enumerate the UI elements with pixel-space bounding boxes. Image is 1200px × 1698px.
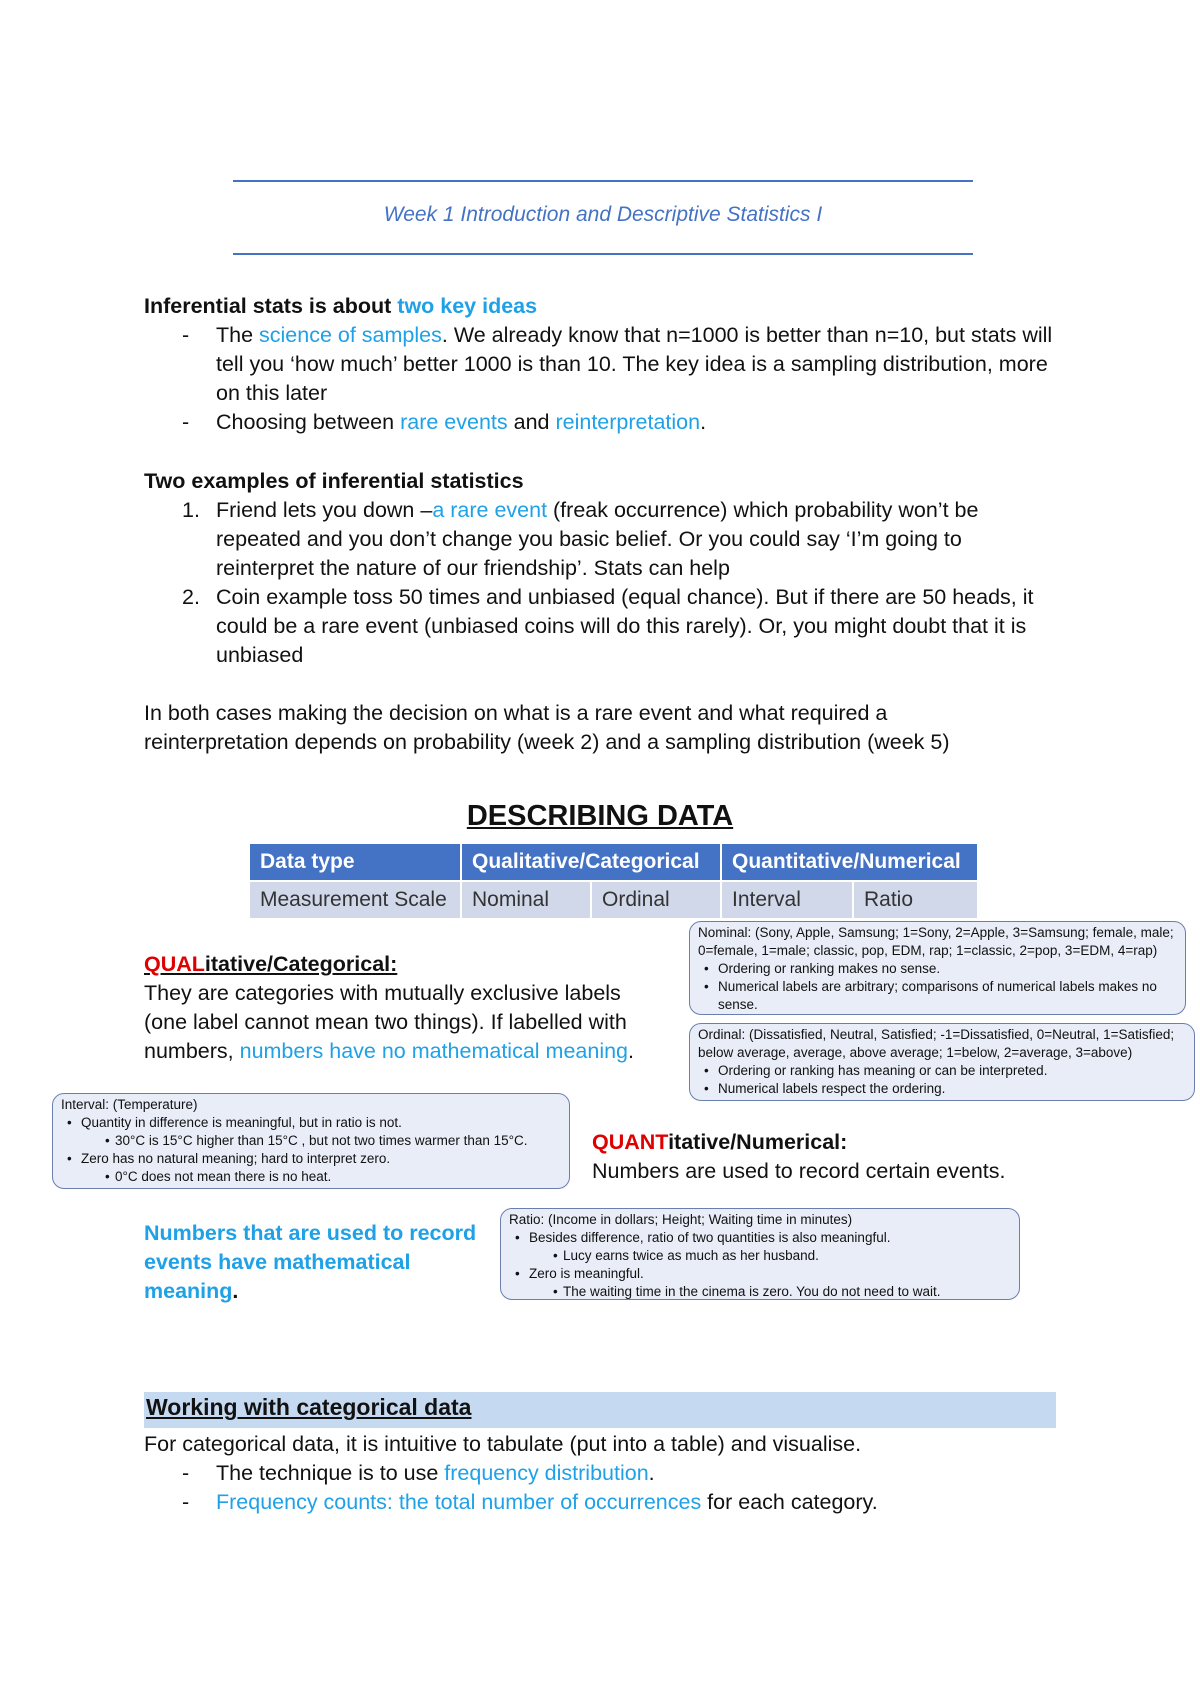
list-item: • Ordering or ranking has meaning or can be interpreted. — [698, 1062, 1186, 1080]
examples-heading: Two examples of inferential statistics — [144, 469, 524, 493]
rare-event-highlight: a rare event — [432, 498, 548, 522]
describing-data-heading: DESCRIBING DATA — [466, 800, 734, 832]
ordinal-box-title: Ordinal: (Dissatisfied, Neutral, Satisfied; -1=Dissatisfied, 0=Neutral, 1=Satisfied; below average, average, above average; 1=below, 2=average, 3=above) — [698, 1027, 1175, 1060]
two-key-ideas-highlight: two key ideas — [397, 294, 538, 318]
interval-box — [52, 1093, 570, 1189]
list-item: • Quantity in difference is meaningful, but in ratio is not. — [61, 1114, 561, 1132]
list-item: - The technique is to use frequency distribution. — [144, 1459, 1064, 1488]
list-item: 2. Coin example toss 50 times and unbiased (equal chance). But if there are 50 heads, it could be a rare event (unbiased coins will do this rarely). Or, you might doubt that it is unbiased — [182, 585, 1034, 667]
nominal-box-title: Nominal: (Sony, Apple, Samsung; 1=Sony, 2=Apple, 3=Samsung; female, male; 0=female, 1=male; classic, pop, EDM, rap; 1=classic, 2=pop, 3=EDM, 4=rap) — [698, 925, 1174, 958]
quantitative-body: Numbers are used to record certain events. — [592, 1159, 1006, 1183]
list-item: • Numerical labels respect the ordering. — [698, 1080, 1186, 1098]
list-item: • Zero has no natural meaning; hard to interpret zero. — [61, 1150, 561, 1168]
table-cell: Nominal — [461, 881, 591, 919]
list-marker: - — [182, 1490, 190, 1514]
rare-events-highlight: rare events — [400, 410, 508, 434]
ordinal-box — [689, 1023, 1195, 1101]
header-rule-top — [233, 180, 973, 182]
table-cell: Measurement Scale — [249, 881, 461, 919]
list-marker: - — [182, 1461, 190, 1485]
list-marker: 2. — [182, 585, 200, 609]
list-item: • Besides difference, ratio of two quantities is also meaningful. — [509, 1229, 1011, 1247]
science-of-samples-highlight: science of samples — [259, 323, 442, 347]
quantitative-block — [592, 1128, 1072, 1186]
examples-section — [144, 467, 1064, 757]
table-row — [249, 843, 978, 881]
working-heading: Working with categorical data — [146, 1394, 472, 1420]
table-cell: Interval — [721, 881, 853, 919]
reinterpretation-highlight: reinterpretation — [555, 410, 701, 434]
qualitative-body: They are categories with mutually exclusive labels (one label cannot mean two things). If labelled with numbers, numbers have no mathematical meaning. — [144, 981, 635, 1063]
table-cell: Ordinal — [591, 881, 721, 919]
examples-list — [144, 496, 1064, 670]
quantitative-title: QUANTitative/Numerical: — [592, 1130, 848, 1154]
header-rule-bottom — [233, 253, 973, 255]
list-item: 1. Friend lets you down –a rare event (freak occurrence) which probability won’t be repeated and you don’t change you basic belief. Or you could say ‘I’m going to reinterpret the nature of our friendship’. Stats can help — [182, 498, 979, 580]
working-list — [144, 1459, 1064, 1517]
data-type-table — [248, 842, 979, 920]
table-row — [249, 881, 978, 919]
ratio-box-title: Ratio: (Income in dollars; Height; Waiting time in minutes) — [509, 1212, 853, 1227]
list-item: • Zero is meaningful. — [509, 1265, 1011, 1283]
nominal-box — [689, 921, 1186, 1015]
page-header-title: Week 1 Introduction and Descriptive Statistics I — [383, 203, 823, 226]
no-math-meaning-highlight: numbers have no mathematical meaning — [239, 1039, 629, 1063]
list-marker: - — [182, 323, 190, 347]
inferential-section — [144, 292, 1064, 437]
inferential-list — [144, 321, 1064, 437]
list-marker: - — [182, 410, 190, 434]
list-marker: 1. — [182, 498, 200, 522]
table-cell: Quantitative/Numerical — [721, 843, 978, 881]
table-cell: Data type — [249, 843, 461, 881]
frequency-distribution-highlight: frequency distribution — [444, 1461, 649, 1485]
examples-conclusion: In both cases making the decision on what is a rare event and what required a reinterpretation depends on probability (week 2) and a sampling distribution (week 5) — [144, 701, 950, 754]
table-cell: Qualitative/Categorical — [461, 843, 721, 881]
qualitative-title: QUALitative/Categorical: — [144, 952, 398, 976]
list-item: • Lucy earns twice as much as her husband. — [509, 1247, 1011, 1265]
table-cell: Ratio — [853, 881, 978, 919]
interval-box-title: Interval: (Temperature) — [61, 1097, 198, 1112]
working-section — [144, 1430, 1064, 1517]
qualitative-block — [144, 950, 664, 1066]
list-item: • The waiting time in the cinema is zero. You do not need to wait. — [509, 1283, 1011, 1301]
list-item: - Frequency counts: the total number of occurrences for each category. — [144, 1488, 1064, 1517]
list-item: • 30°C is 15°C higher than 15°C , but not two times warmer than 15°C. — [61, 1132, 561, 1150]
list-item: - Choosing between rare events and reinterpretation. — [144, 408, 1064, 437]
list-item: • 0°C does not mean there is no heat. — [61, 1168, 561, 1186]
list-item: • Ordering or ranking makes no sense. — [698, 960, 1177, 978]
list-item: - The science of samples. We already know that n=1000 is better than n=10, but stats will tell you ‘how much’ better 1000 is than 10. The key idea is a sampling distribution, more on this later — [182, 323, 1053, 405]
list-item: • Numerical labels are arbitrary; comparisons of numerical labels makes no sense. — [698, 978, 1177, 1014]
frequency-counts-highlight: Frequency counts: the total number of occurrences — [216, 1490, 702, 1514]
working-intro: For categorical data, it is intuitive to tabulate (put into a table) and visualise. — [144, 1432, 862, 1456]
inferential-heading: Inferential stats is about two key ideas — [144, 294, 538, 318]
ratio-box — [500, 1208, 1020, 1300]
quantitative-note: Numbers that are used to record events have mathematical meaning. — [144, 1221, 477, 1303]
